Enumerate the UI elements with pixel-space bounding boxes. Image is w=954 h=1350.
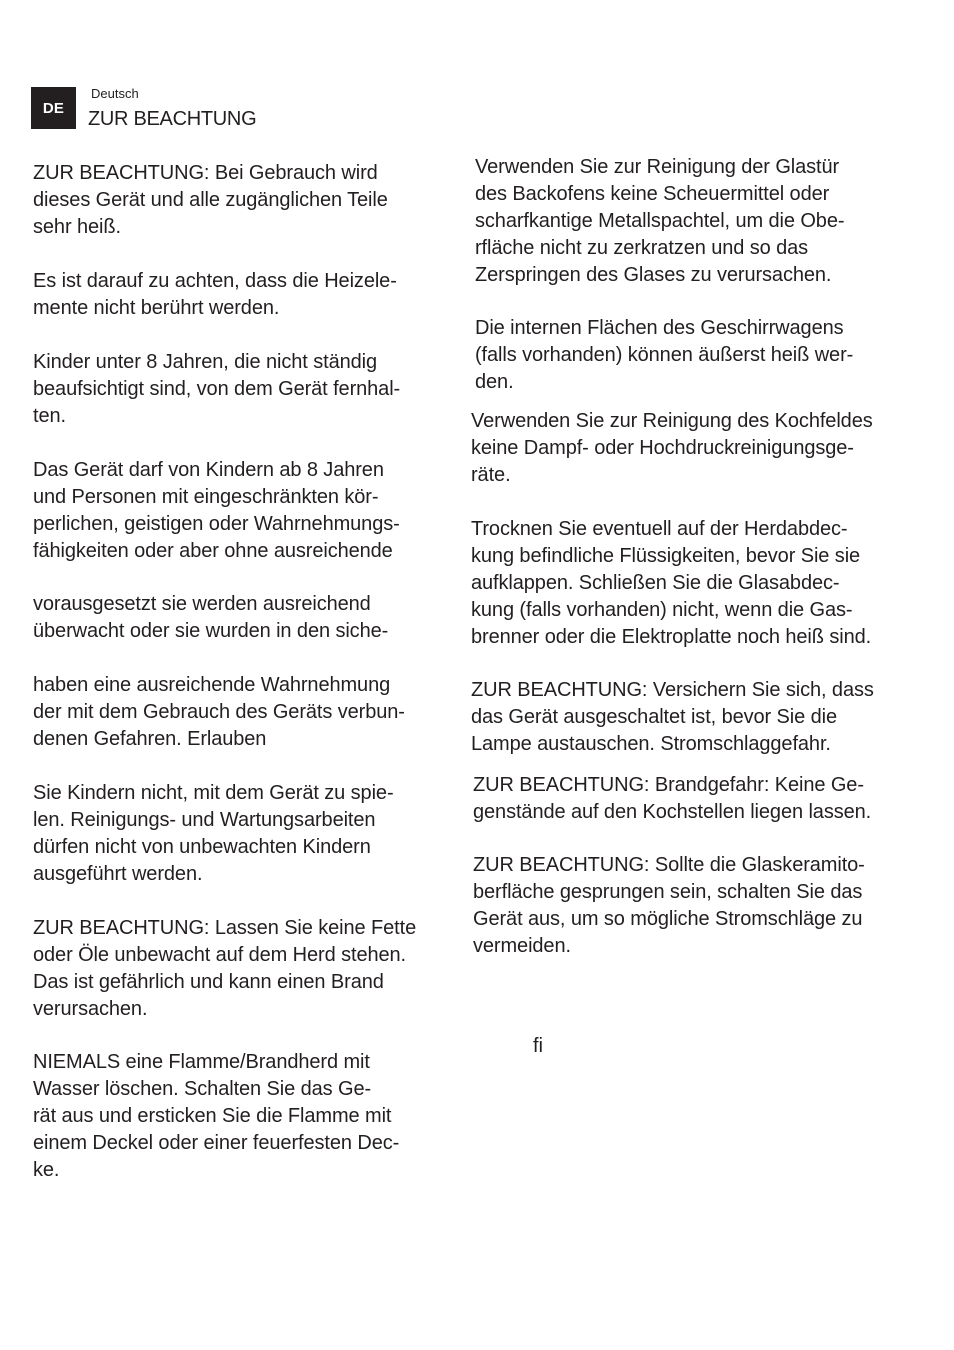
language-badge: DE [31,87,76,129]
warning-glass-ceramic-cracked: ZUR BEACHTUNG: Sollte die Glaskeramito- berfläche gesprungen sein, schalten Sie das Gerät aus, um so mögliche Stromschläge zu vermeiden. [473,854,865,957]
cover-drying-instructions: Trocknen Sie eventuell auf der Herdabdec- kung befindliche Flüssigkeiten, bevor Sie sie aufklappen. Schließen Sie die Glasabdec- kung (falls vorhanden) nicht, wenn die Gas- brenner oder die Elektroplatte noch heiß sind. [471,518,872,648]
warning-hot-parts: ZUR BEACHTUNG: Bei Gebrauch wird dieses Gerät und alle zugänglichen Teile sehr heiß. [33,162,388,238]
usage-no-play: Sie Kindern nicht, mit dem Gerät zu spie- len. Reinigungs- und Wartungsarbeiten dürfen nicht von unbewachten Kindern ausgeführt werden. [33,782,394,885]
usage-awareness: haben eine ausreichende Wahrnehmung der mit dem Gebrauch des Geräts verbun- denen Gefahren. Erlauben [33,674,405,750]
warning-fire-hazard: ZUR BEACHTUNG: Brandgefahr: Keine Ge- genstände auf den Kochstellen liegen lassen. [473,774,872,823]
warning-trolley-surfaces: Die internen Flächen des Geschirrwagens (falls vorhanden) können äußerst heiß wer- den. [475,317,854,393]
section-title: ZUR BEACHTUNG [88,108,257,130]
cleaning-oven-glass: Verwenden Sie zur Reinigung der Glastür des Backofens keine Scheuermittel oder scharfkantige Metallspachtel, um die Obe- rfläche nicht zu zerkratzen und so das Zerspringen des Glases zu verursachen. [475,156,845,286]
usage-children-persons: Das Gerät darf von Kindern ab 8 Jahren und Personen mit eingeschränkten kör- perlichen, geistigen oder Wahrnehmungs- fähigkeiten oder aber ohne ausreichende [33,459,400,562]
stray-ligature-text: ﬁ [533,1035,543,1057]
warning-children-under-8: Kinder unter 8 Jahren, die nicht ständig beaufsichtigt sind, von dem Gerät fernhal- ten. [33,351,401,427]
warning-lamp-replacement: ZUR BEACHTUNG: Versichern Sie sich, dass das Gerät ausgeschaltet ist, bevor Sie die Lampe austauschen. Stromschlaggefahr. [471,679,874,755]
warning-heating-elements: Es ist darauf zu achten, dass die Heizele- mente nicht berührt werden. [33,270,397,319]
usage-supervision: vorausgesetzt sie werden ausreichend überwacht oder sie wurden in den siche- [33,593,389,642]
warning-never-water: NIEMALS eine Flamme/Brandherd mit Wasser löschen. Schalten Sie das Ge- rät aus und ersticken Sie die Flamme mit einem Deckel oder einer feuerfesten Dec- ke. [33,1051,400,1181]
warning-fats-oils: ZUR BEACHTUNG: Lassen Sie keine Fette oder Öle unbewacht auf dem Herd stehen. Das ist gefährlich und kann einen Brand verursachen. [33,917,417,1020]
language-label: Deutsch [91,86,139,101]
cleaning-hob-steam: Verwenden Sie zur Reinigung des Kochfeldes keine Dampf- oder Hochdruckreinigungsge- räte. [471,410,873,486]
